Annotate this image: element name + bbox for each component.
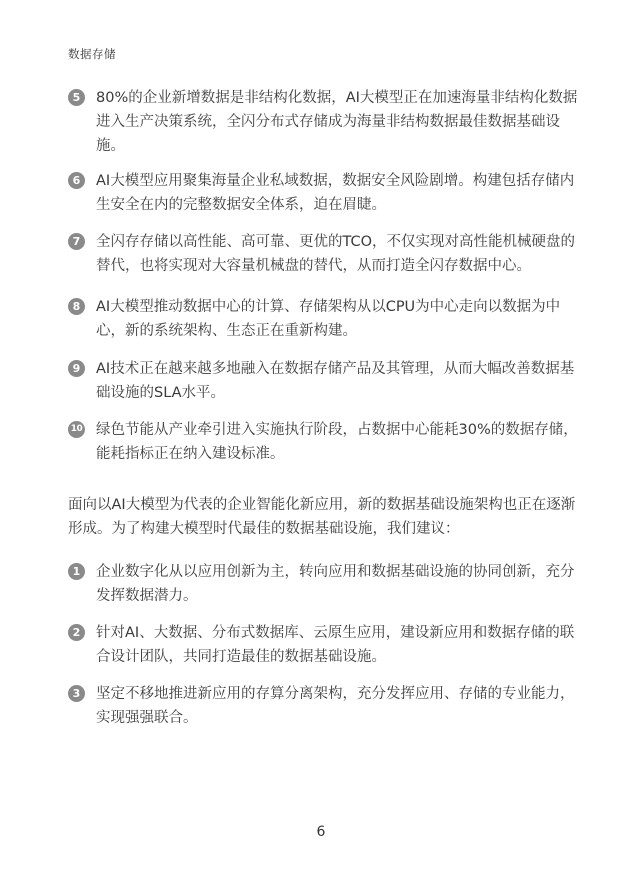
trend-text: AI大模型应用聚集海量企业私域数据，数据安全风险剧增。构建包括存储内生安全在内的完整数据安全体系，迫在眉睫。 [96, 173, 575, 213]
number-badge: 7 [68, 233, 85, 250]
intro-paragraph: 面向以AI大模型为代表的企业智能化新应用，新的数据基础设施架构也正在逐渐形成。为了构建大模型时代最佳的数据基础设施，我们建议： [68, 497, 576, 537]
trend-item-10 [68, 418, 588, 466]
trend-text: AI技术正在越来越多地融入在数据存储产品及其管理，从而大幅改善数据基础设施的SLA水平。 [96, 361, 575, 401]
trend-item-6 [68, 169, 588, 217]
page-number: 6 [316, 824, 326, 840]
number-badge: 8 [68, 298, 85, 315]
number-badge: 3 [68, 685, 85, 702]
number-badge: 6 [68, 172, 85, 189]
number-badge: 5 [68, 89, 85, 106]
trend-text: 绿色节能从产业牵引进入实施执行阶段，占数据中心能耗30%的数据存储，能耗指标正在纳入建设标准。 [96, 422, 578, 462]
number-badge: 9 [68, 360, 85, 377]
number-badge: 1 [68, 563, 85, 580]
suggestion-text: 针对AI、大数据、分布式数据库、云原生应用，建设新应用和数据存储的联合设计团队，共同打造最佳的数据基础设施。 [96, 625, 575, 665]
trend-item-8 [68, 295, 588, 343]
suggestion-item-3 [68, 682, 588, 730]
number-badge: 2 [68, 624, 85, 641]
page-header: 数据存储 [68, 47, 116, 61]
trend-text: 80%的企业新增数据是非结构化数据，AI大模型正在加速海量非结构化数据进入生产决策系统，全闪分布式存储成为海量非结构数据最佳数据基础设施。 [96, 90, 578, 154]
suggestion-item-1 [68, 560, 588, 608]
suggestion-text: 企业数字化从以应用创新为主，转向应用和数据基础设施的协同创新，充分发挥数据潜力。 [96, 564, 575, 604]
suggestion-item-2 [68, 621, 588, 669]
trend-item-7 [68, 230, 588, 278]
suggestion-text: 坚定不移地推进新应用的存算分离架构，充分发挥应用、存储的专业能力，实现强强联合。 [96, 686, 575, 726]
trend-text: AI大模型推动数据中心的计算、存储架构从以CPU为中心走向以数据为中心，新的系统架构、生态正在重新构建。 [96, 299, 561, 339]
trend-text: 全闪存存储以高性能、高可靠、更优的TCO，不仅实现对高性能机械硬盘的替代，也将实现对大容量机械盘的替代，从而打造全闪存数据中心。 [96, 234, 576, 274]
trend-item-9 [68, 357, 588, 405]
trend-item-5 [68, 86, 588, 158]
number-badge: 10 [68, 421, 85, 438]
